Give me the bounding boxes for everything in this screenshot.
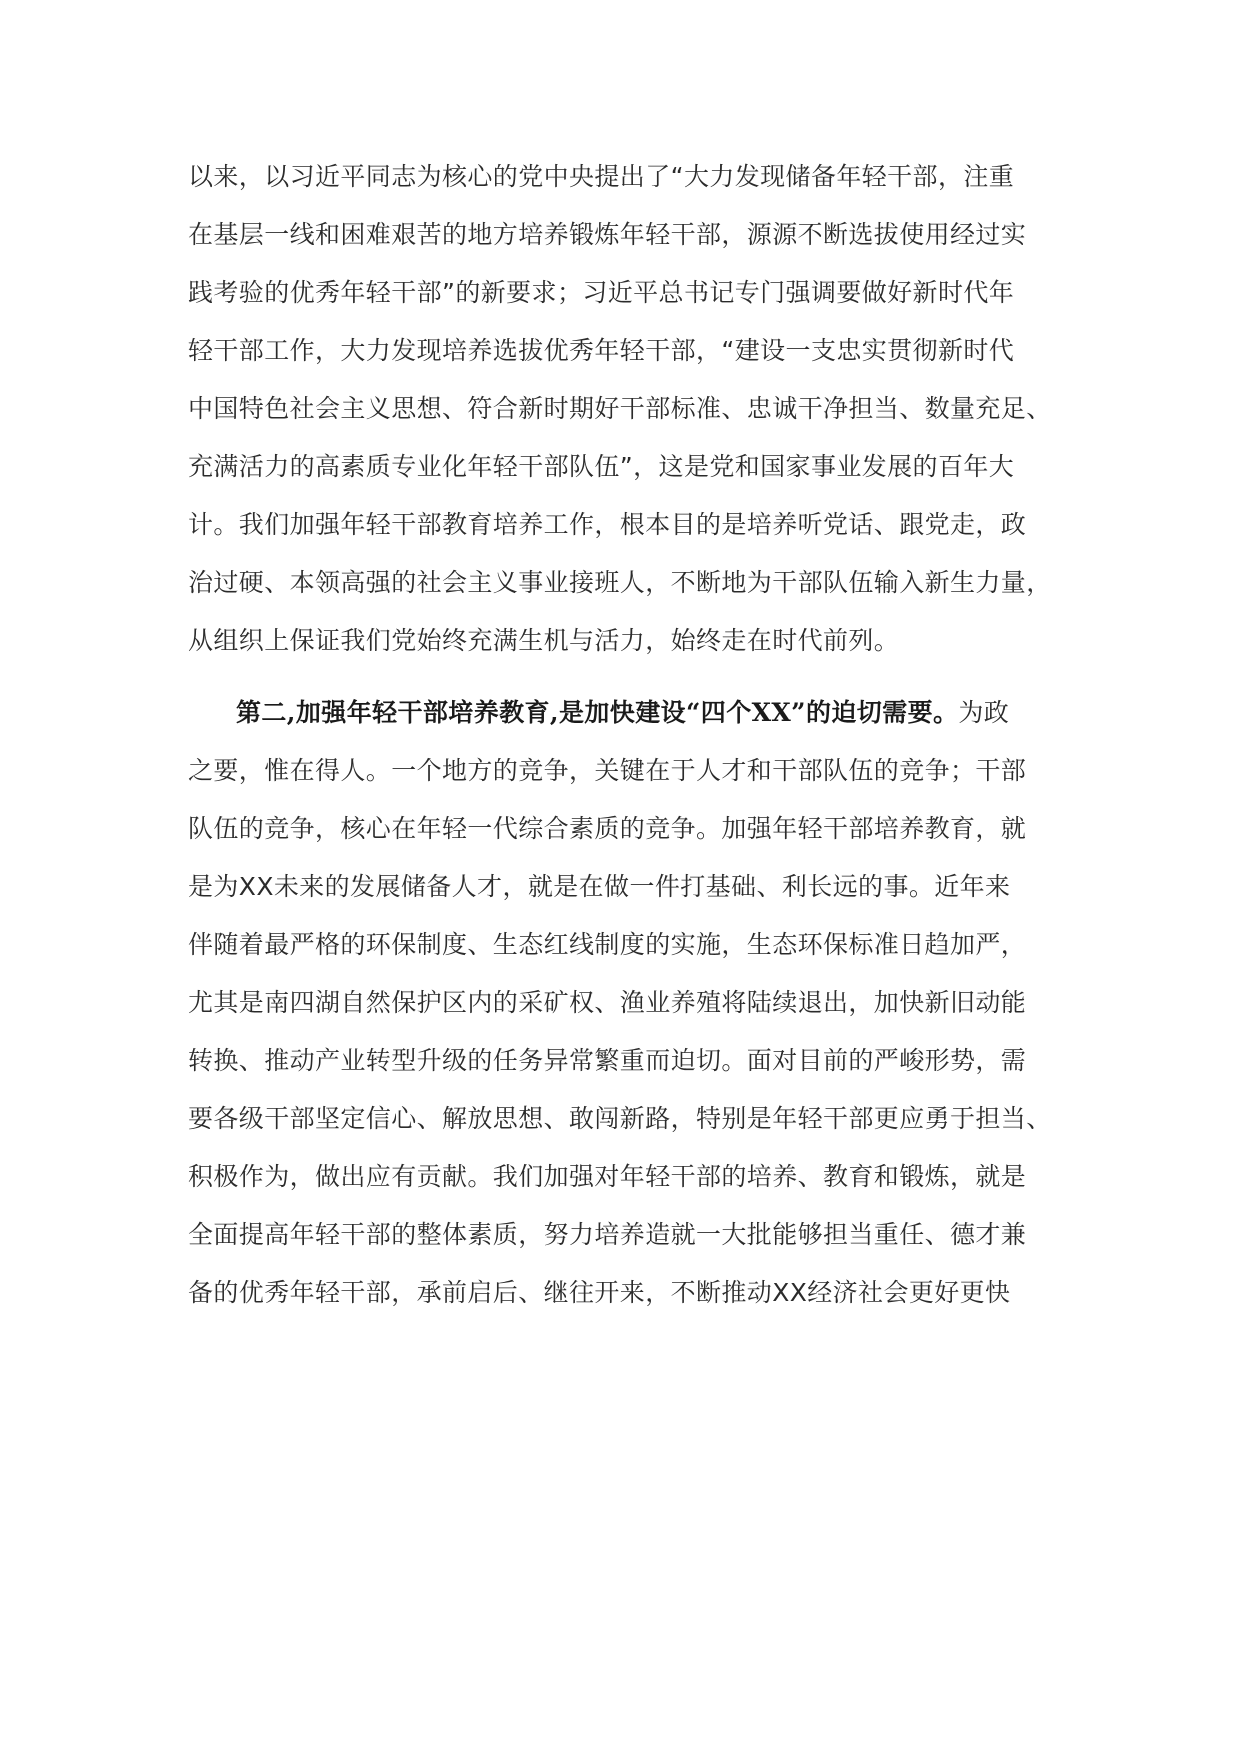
text-line: 尤其是南四湖自然保护区内的采矿权、渔业养殖将陆续退出，加快新旧动能 <box>188 988 1027 1017</box>
text-line: 要各级干部坚定信心、解放思想、敢闯新路，特别是年轻干部更应勇于担当、 <box>188 1104 1052 1133</box>
text-line: 是为XX未来的发展储备人才，就是在做一件打基础、利长远的事。近年来 <box>188 872 1011 901</box>
text-line: 中国特色社会主义思想、符合新时期好干部标准、忠诚干净担当、数量充足、 <box>188 394 1052 423</box>
text-line: 全面提高年轻干部的整体素质，努力培养造就一大批能够担当重任、德才兼 <box>188 1220 1027 1249</box>
paragraph-2-first-line <box>236 696 1009 730</box>
text-line: 从组织上保证我们党始终充满生机与活力，始终走在时代前列。 <box>188 626 900 655</box>
paragraph-2-heading: 第二,加强年轻干部培养教育,是加快建设“四个XX”的迫切需要。 <box>236 698 959 727</box>
text-line: 队伍的竞争，核心在年轻一代综合素质的竞争。加强年轻干部培养教育，就 <box>188 814 1027 843</box>
text-line: 转换、推动产业转型升级的任务异常繁重而迫切。面对目前的严峻形势，需 <box>188 1046 1027 1075</box>
text-line: 在基层一线和困难艰苦的地方培养锻炼年轻干部，源源不断选拔使用经过实 <box>188 220 1027 249</box>
text-line: 伴随着最严格的环保制度、生态红线制度的实施，生态环保标准日趋加严， <box>188 930 1027 959</box>
text-line: 治过硬、本领高强的社会主义事业接班人，不断地为干部队伍输入新生力量， <box>188 568 1052 597</box>
text-line: 备的优秀年轻干部，承前启后、继往开来，不断推动XX经济社会更好更快 <box>188 1278 1011 1307</box>
text-line: 以来，以习近平同志为核心的党中央提出了“大力发现储备年轻干部，注重 <box>188 162 1015 191</box>
paragraph-2-first-tail: 为政 <box>958 698 1010 727</box>
text-line: 积极作为，做出应有贡献。我们加强对年轻干部的培养、教育和锻炼，就是 <box>188 1162 1027 1191</box>
text-line: 计。我们加强年轻干部教育培养工作，根本目的是培养听党话、跟党走，政 <box>188 510 1027 539</box>
text-line: 轻干部工作，大力发现培养选拔优秀年轻干部，“建设一支忠实贯彻新时代 <box>188 336 1015 365</box>
text-line: 之要，惟在得人。一个地方的竞争，关键在于人才和干部队伍的竞争；干部 <box>188 756 1027 785</box>
text-line: 充满活力的高素质专业化年轻干部队伍”，这是党和国家事业发展的百年大 <box>188 452 1015 481</box>
text-line: 践考验的优秀年轻干部”的新要求；习近平总书记专门强调要做好新时代年 <box>188 278 1015 307</box>
